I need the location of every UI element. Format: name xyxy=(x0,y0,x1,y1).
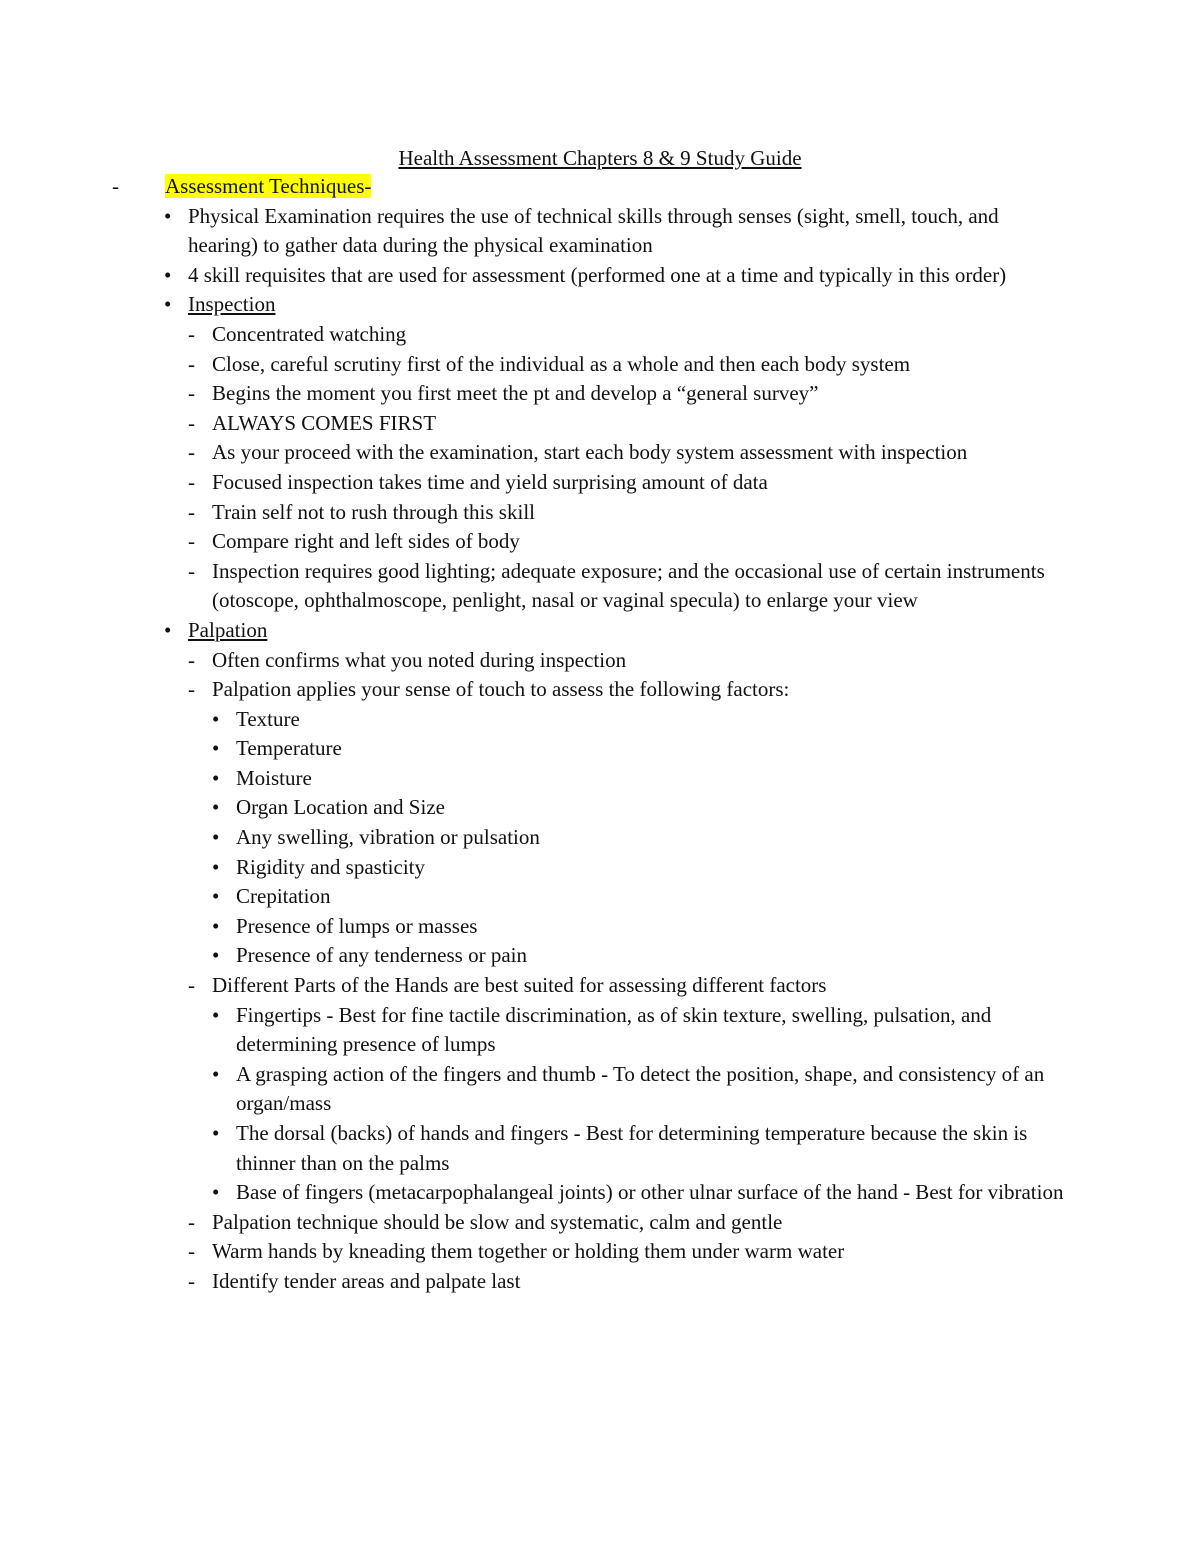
list-item-text xyxy=(236,764,1066,794)
list-item xyxy=(0,734,1200,764)
bullet-marker: • xyxy=(164,203,172,228)
item-text: Crepitation xyxy=(236,884,331,909)
list-item xyxy=(0,971,1200,1001)
list-item xyxy=(0,172,1200,202)
dash-marker: - xyxy=(188,1268,195,1293)
item-text: Rigidity and spasticity xyxy=(236,854,425,879)
bullet-marker: • xyxy=(212,1061,220,1086)
list-item-text xyxy=(236,1119,1066,1178)
bullet-marker: • xyxy=(164,292,172,317)
list-item xyxy=(0,290,1200,320)
list-item-text xyxy=(212,468,1070,498)
item-text: Different Parts of the Hands are best suited for assessing different factors xyxy=(212,973,827,998)
list-item-text xyxy=(236,734,1066,764)
bullet-marker: • xyxy=(212,765,220,790)
list-item-text xyxy=(212,646,1070,676)
bullet-marker: • xyxy=(164,617,172,642)
list-item xyxy=(0,468,1200,498)
item-text: Moisture xyxy=(236,765,312,790)
list-item xyxy=(0,1060,1200,1119)
list-item xyxy=(0,409,1200,439)
list-item-text xyxy=(236,941,1066,971)
list-item xyxy=(0,350,1200,380)
list-item-text xyxy=(0,172,1200,202)
list-item xyxy=(0,379,1200,409)
bullet-marker: • xyxy=(212,854,220,879)
bullet-marker: • xyxy=(212,706,220,731)
list-item-text xyxy=(212,379,1070,409)
list-item xyxy=(0,616,1200,646)
item-text: Palpation applies your sense of touch to assess the following factors: xyxy=(212,677,790,702)
item-text: Begins the moment you first meet the pt and develop a “general survey” xyxy=(212,381,819,406)
list-item xyxy=(0,853,1200,883)
dash-marker: - xyxy=(188,1239,195,1264)
list-item-text xyxy=(212,350,1070,380)
list-item-text xyxy=(212,1237,1070,1267)
list-item xyxy=(0,438,1200,468)
list-item-text xyxy=(188,290,1068,320)
list-item-text xyxy=(236,793,1066,823)
list-item-text xyxy=(236,705,1066,735)
list-item-text xyxy=(236,1178,1066,1208)
list-item xyxy=(0,646,1200,676)
item-text: Warm hands by kneading them together or holding them under warm water xyxy=(212,1239,845,1264)
dash-marker: - xyxy=(188,973,195,998)
item-text: 4 skill requisites that are used for assessment (performed one at a time and typically in this order) xyxy=(188,262,1007,287)
list-item-text xyxy=(236,823,1066,853)
item-text: Concentrated watching xyxy=(212,321,407,346)
item-text: ALWAYS COMES FIRST xyxy=(212,410,437,435)
list-item xyxy=(0,1237,1200,1267)
list-item-text xyxy=(212,1267,1070,1297)
dash-marker: - xyxy=(188,440,195,465)
dash-marker: - xyxy=(188,469,195,494)
list-item xyxy=(0,1208,1200,1238)
list-item-text xyxy=(236,853,1066,883)
list-item xyxy=(0,675,1200,705)
item-text: Close, careful scrutiny first of the individual as a whole and then each body system xyxy=(212,351,911,376)
list-item xyxy=(0,1267,1200,1297)
dash-marker: - xyxy=(188,529,195,554)
bullet-marker: • xyxy=(164,262,172,287)
list-item-text xyxy=(188,261,1068,291)
document-title: Health Assessment Chapters 8 & 9 Study Guide xyxy=(398,146,802,170)
section-heading: Palpation xyxy=(188,617,268,642)
list-item-text xyxy=(212,675,1070,705)
item-text: Physical Examination requires the use of technical skills through senses (sight, smell, touch, and hearing) to gather data during the physical examination xyxy=(188,203,999,258)
item-text: Compare right and left sides of body xyxy=(212,529,520,554)
item-text: Temperature xyxy=(236,736,342,761)
list-item xyxy=(0,1001,1200,1060)
list-item xyxy=(0,202,1200,261)
item-text: Texture xyxy=(236,706,300,731)
list-item-text xyxy=(212,409,1070,439)
item-text: Organ Location and Size xyxy=(236,795,445,820)
item-text: Base of fingers (metacarpophalangeal joints) or other ulnar surface of the hand - Best for vibration xyxy=(236,1180,1064,1205)
item-text: Inspection requires good lighting; adequate exposure; and the occasional use of certain instruments (otoscope, ophthalmoscope, penlight, nasal or vaginal specula) to enlarge your view xyxy=(212,558,1045,613)
dash-marker: - xyxy=(188,321,195,346)
item-text: Presence of lumps or masses xyxy=(236,913,478,938)
item-text: Focused inspection takes time and yield surprising amount of data xyxy=(212,469,768,494)
section-heading: Inspection xyxy=(188,292,276,317)
list-item xyxy=(0,941,1200,971)
dash-marker: - xyxy=(188,410,195,435)
list-item-text xyxy=(212,971,1070,1001)
highlighted-heading: Assessment Techniques- xyxy=(165,174,372,198)
bullet-marker: • xyxy=(212,1121,220,1145)
item-text: A grasping action of the fingers and thumb - To detect the position, shape, and consistency of an organ/mass xyxy=(236,1061,1045,1116)
list-item-text xyxy=(236,1060,1066,1119)
list-item xyxy=(0,498,1200,528)
list-item-text xyxy=(188,202,1068,261)
item-text: Presence of any tenderness or pain xyxy=(236,943,527,968)
dash-marker: - xyxy=(188,558,195,583)
item-text: Identify tender areas and palpate last xyxy=(212,1268,521,1293)
dash-marker: - xyxy=(188,1209,195,1234)
dash-marker: - xyxy=(188,647,195,672)
list-item xyxy=(0,1178,1200,1208)
list-item xyxy=(0,912,1200,942)
dash-marker: - xyxy=(188,351,195,376)
dash-marker: - xyxy=(112,174,119,198)
list-item xyxy=(0,261,1200,291)
list-item-text xyxy=(212,498,1070,528)
list-item-text xyxy=(236,882,1066,912)
item-text: Fingertips - Best for fine tactile discrimination, as of skin texture, swelling, pulsation, and determining presence of lumps xyxy=(236,1002,992,1057)
bullet-marker: • xyxy=(212,1002,220,1027)
list-item-text xyxy=(212,557,1070,616)
item-text: As your proceed with the examination, start each body system assessment with inspection xyxy=(212,440,968,465)
list-item-text xyxy=(212,527,1070,557)
list-item-text xyxy=(212,320,1070,350)
list-item xyxy=(0,882,1200,912)
dash-marker: - xyxy=(188,381,195,406)
bullet-marker: • xyxy=(212,1180,220,1205)
item-text: Train self not to rush through this skill xyxy=(212,499,535,524)
bullet-marker: • xyxy=(212,795,220,820)
list-item xyxy=(0,320,1200,350)
bullet-marker: • xyxy=(212,884,220,909)
list-item-text xyxy=(188,616,1068,646)
list-item xyxy=(0,823,1200,853)
item-text: Palpation technique should be slow and systematic, calm and gentle xyxy=(212,1209,783,1234)
item-text: Any swelling, vibration or pulsation xyxy=(236,825,540,850)
dash-marker: - xyxy=(188,677,195,702)
bullet-marker: • xyxy=(212,825,220,850)
list-item xyxy=(0,705,1200,735)
item-text: Often confirms what you noted during inspection xyxy=(212,647,627,672)
list-item-text xyxy=(212,438,1070,468)
item-text: The dorsal (backs) of hands and fingers - Best for determining temperature because the skin is thinner than on the palms xyxy=(236,1121,1028,1175)
list-item xyxy=(0,527,1200,557)
dash-marker: - xyxy=(188,499,195,524)
bullet-marker: • xyxy=(212,943,220,968)
bullet-marker: • xyxy=(212,913,220,938)
list-item xyxy=(0,764,1200,794)
list-item xyxy=(0,793,1200,823)
list-item-text xyxy=(236,1001,1066,1060)
list-item xyxy=(0,1119,1200,1178)
list-item-text xyxy=(236,912,1066,942)
outline-list xyxy=(0,172,1200,1297)
list-item xyxy=(0,557,1200,616)
list-item-text xyxy=(212,1208,1070,1238)
bullet-marker: • xyxy=(212,736,220,761)
